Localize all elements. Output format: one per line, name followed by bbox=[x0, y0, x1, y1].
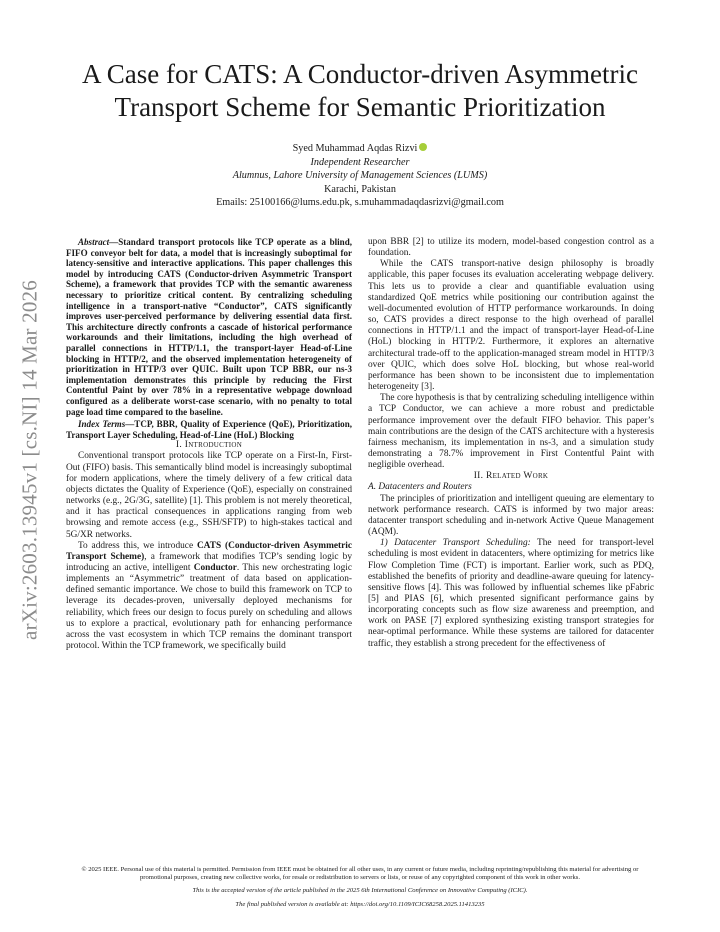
right-column bbox=[368, 237, 654, 650]
page-footer bbox=[70, 866, 650, 909]
intro-paragraph-2 bbox=[66, 541, 352, 653]
copyright-notice: © 2025 IEEE. Personal use of this material is permitted. Permission from IEEE must be obtained for all other uses, in any current or future media, including reprinting/republishing this material for advertising or promotional purposes, creating new collective works, for resale or redistribution to servers or lists, or reuse of any copyrighted component of this work in other works. bbox=[81, 866, 639, 882]
author-name: Syed Muhammad Aqdas Rizvi bbox=[292, 143, 418, 154]
left-column bbox=[66, 237, 352, 652]
right-paragraph-2: While the CATS transport-native design philosophy is broadly applicable, this paper focuses its evaluation accelerating webpage delivery. This lets us to provide a clear and quantifiable evaluation using standardized QoE metrics while positioning our contribution against the well-documented evolution of HTTP performance workarounds. In doing so, CATS provides a direct response to the high overhead of parallel connections in HTTP/1.1 and the impact of transport-layer Head-of-Line (HoL) blocking in HTTP/2. Furthermore, it explores an alternative architectural trade-off to the application-managed stream model in HTTP/3 over QUIC, which does solve HoL blocking, but whose real-world performance has been shown to be inconsistent due to implementation heterogeneity [3]. bbox=[368, 259, 654, 393]
intro-p2-text-a: To address this, we introduce bbox=[78, 540, 197, 551]
arxiv-watermark bbox=[10, 250, 50, 670]
intro-p2-text-e: . This new orchestrating logic implements an “Asymmetric” treatment of data based on application-defined semantic importance. We chose to build this framework on TCP to leverage its decades-proven, universally deployed mechanisms for reliability, which frees our design to focus purely on scheduling and allows us to explore a practical, evolutionary path for enhancing performance across the vast ecosystem in which TCP remains the dominant transport protocol. Within the TCP framework, we specifically build bbox=[66, 563, 352, 652]
right-paragraph-1: upon BBR [2] to utilize its modern, model-based congestion control as a foundation. bbox=[368, 237, 654, 259]
related-p2-text: The need for transport-level scheduling is most evident in datacenters, where optimizing for metrics like Flow Completion Time (FCT) is important. Earlier work, such as PDQ, established the benefits of priority and deadline-aware queuing for latency-sensitive flows [4]. This was followed by influential schemes like pFabric [5] and PIAS [6], which presented significant performance gains by incorporating concepts such as flow size awareness and preemption, and work on PASE [7] explored synthesizing existing transport strategies for near-optimal performance. While these systems are tailored for datacenter traffic, they establish a strong precedent for the effectiveness of bbox=[368, 538, 655, 649]
related-paragraph-1: The principles of prioritization and intelligent queuing are elementary to network performance research. CATS is informed by two major areas: datacenter transport scheduling and in-network Active Queue Management (AQM). bbox=[368, 493, 654, 538]
intro-paragraph-1: Conventional transport protocols like TCP operate on a First-In, First-Out (FIFO) basis. This semantically blind model is increasingly suboptimal for modern applications, where the timely delivery of a few critical data objects dictates the Quality of Experience (QoE), especially on constrained networks (e.g., 2G/3G, satellite) [1]. This problem is not merely theoretical, and it has practical consequences in applications ranging from web browsing and remote access (e.g., SSH/SFTP) to high-stakes tactical and 5G/XR networks. bbox=[66, 451, 352, 540]
index-terms-text: —TCP, BBR, Quality of Experience (QoE), Prioritization, Transport Layer Scheduling, Head-of-Line (HoL) Blocking bbox=[66, 419, 352, 440]
author-affiliation: Alumnus, Lahore University of Management Sciences (LUMS) bbox=[232, 170, 488, 181]
intro-heading: I. Introduction bbox=[175, 440, 243, 451]
abstract-text: —Standard transport protocols like TCP operate as a blind, FIFO conveyor belt for data, a model that is increasingly suboptimal for latency-sensitive and interactive applications. This paper challenges this model by introducing CATS (Conductor-driven Asymmetric Transport Scheme), a framework that provides TCP with the semantic awareness necessary to prioritize critical content. By centralizing scheduling intelligence in a transport-native “Conductor”, CATS significantly improves user-perceived performance by delivering essential data first. This architecture directly confronts a cascade of historical performance workarounds and their limitations, including the high overhead of parallel connections in HTTP/1.1, the transport-layer Head-of-Line blocking in HTTP/2, and the observed implementation heterogeneity of prioritization in HTTP/3 over QUIC. Built upon TCP BBR, our ns-3 implementation demonstrates this principle by reducing the First Contentful Paint by over 78% in a representative webpage download configured as a deliberate worst-case scenario, with no penalty to total page load time compared to the baseline. bbox=[66, 237, 352, 417]
paper-title: A Case for CATS: A Conductor-driven Asymmetric Transport Scheme for Semantic Prioritization bbox=[82, 59, 638, 122]
author-block bbox=[60, 142, 660, 210]
abstract bbox=[66, 237, 352, 417]
index-terms bbox=[66, 419, 352, 440]
author-location: Karachi, Pakistan bbox=[324, 183, 396, 195]
related-subheading: A. Datacenters and Routers bbox=[368, 482, 472, 493]
related-heading: II. Related Work bbox=[473, 471, 549, 482]
intro-p2-cats-bold: CATS (Conductor-driven Asymmetric Transport Scheme) bbox=[66, 540, 353, 562]
orcid-icon[interactable] bbox=[419, 143, 427, 151]
index-terms-lead: Index Terms bbox=[78, 419, 126, 430]
accepted-version-line-2: The final published version is available at: https://doi.org/10.1109/ICIC68258.2025.11413235 bbox=[235, 900, 485, 908]
accepted-version-line-1: This is the accepted version of the article published in the 2025 6th International Conference on Innovative Computing (ICIC). bbox=[192, 887, 528, 895]
abstract-lead: Abstract bbox=[78, 237, 110, 247]
arxiv-id: arXiv:2603.13945v1 [cs.NI] 14 Mar 2026 bbox=[17, 280, 42, 640]
author-role: Independent Researcher bbox=[310, 156, 410, 168]
related-paragraph-2 bbox=[368, 538, 654, 650]
intro-p2-conductor-bold: Conductor bbox=[193, 563, 237, 573]
author-emails: Emails: 25100166@lums.edu.pk, s.muhammadaqdasrizvi@gmail.com bbox=[216, 197, 504, 208]
right-paragraph-3: The core hypothesis is that by centralizing scheduling intelligence within a TCP Conductor, we can achieve a more robust and predictable performance improvement over the default FIFO behavior. This paper’s main contributions are the design of the CATS architecture with a hysteresis fairness mechanism, its implementation in ns-3, and a simulation study demonstrating a 78.7% improvement in First Contentful Paint with negligible overhead. bbox=[368, 393, 654, 471]
intro-p2-text-c: , a framework that modifies TCP’s sending logic by introducing an active, intelligent bbox=[66, 551, 352, 573]
related-p2-lead: 1) Datacenter Transport Scheduling: bbox=[380, 538, 531, 549]
